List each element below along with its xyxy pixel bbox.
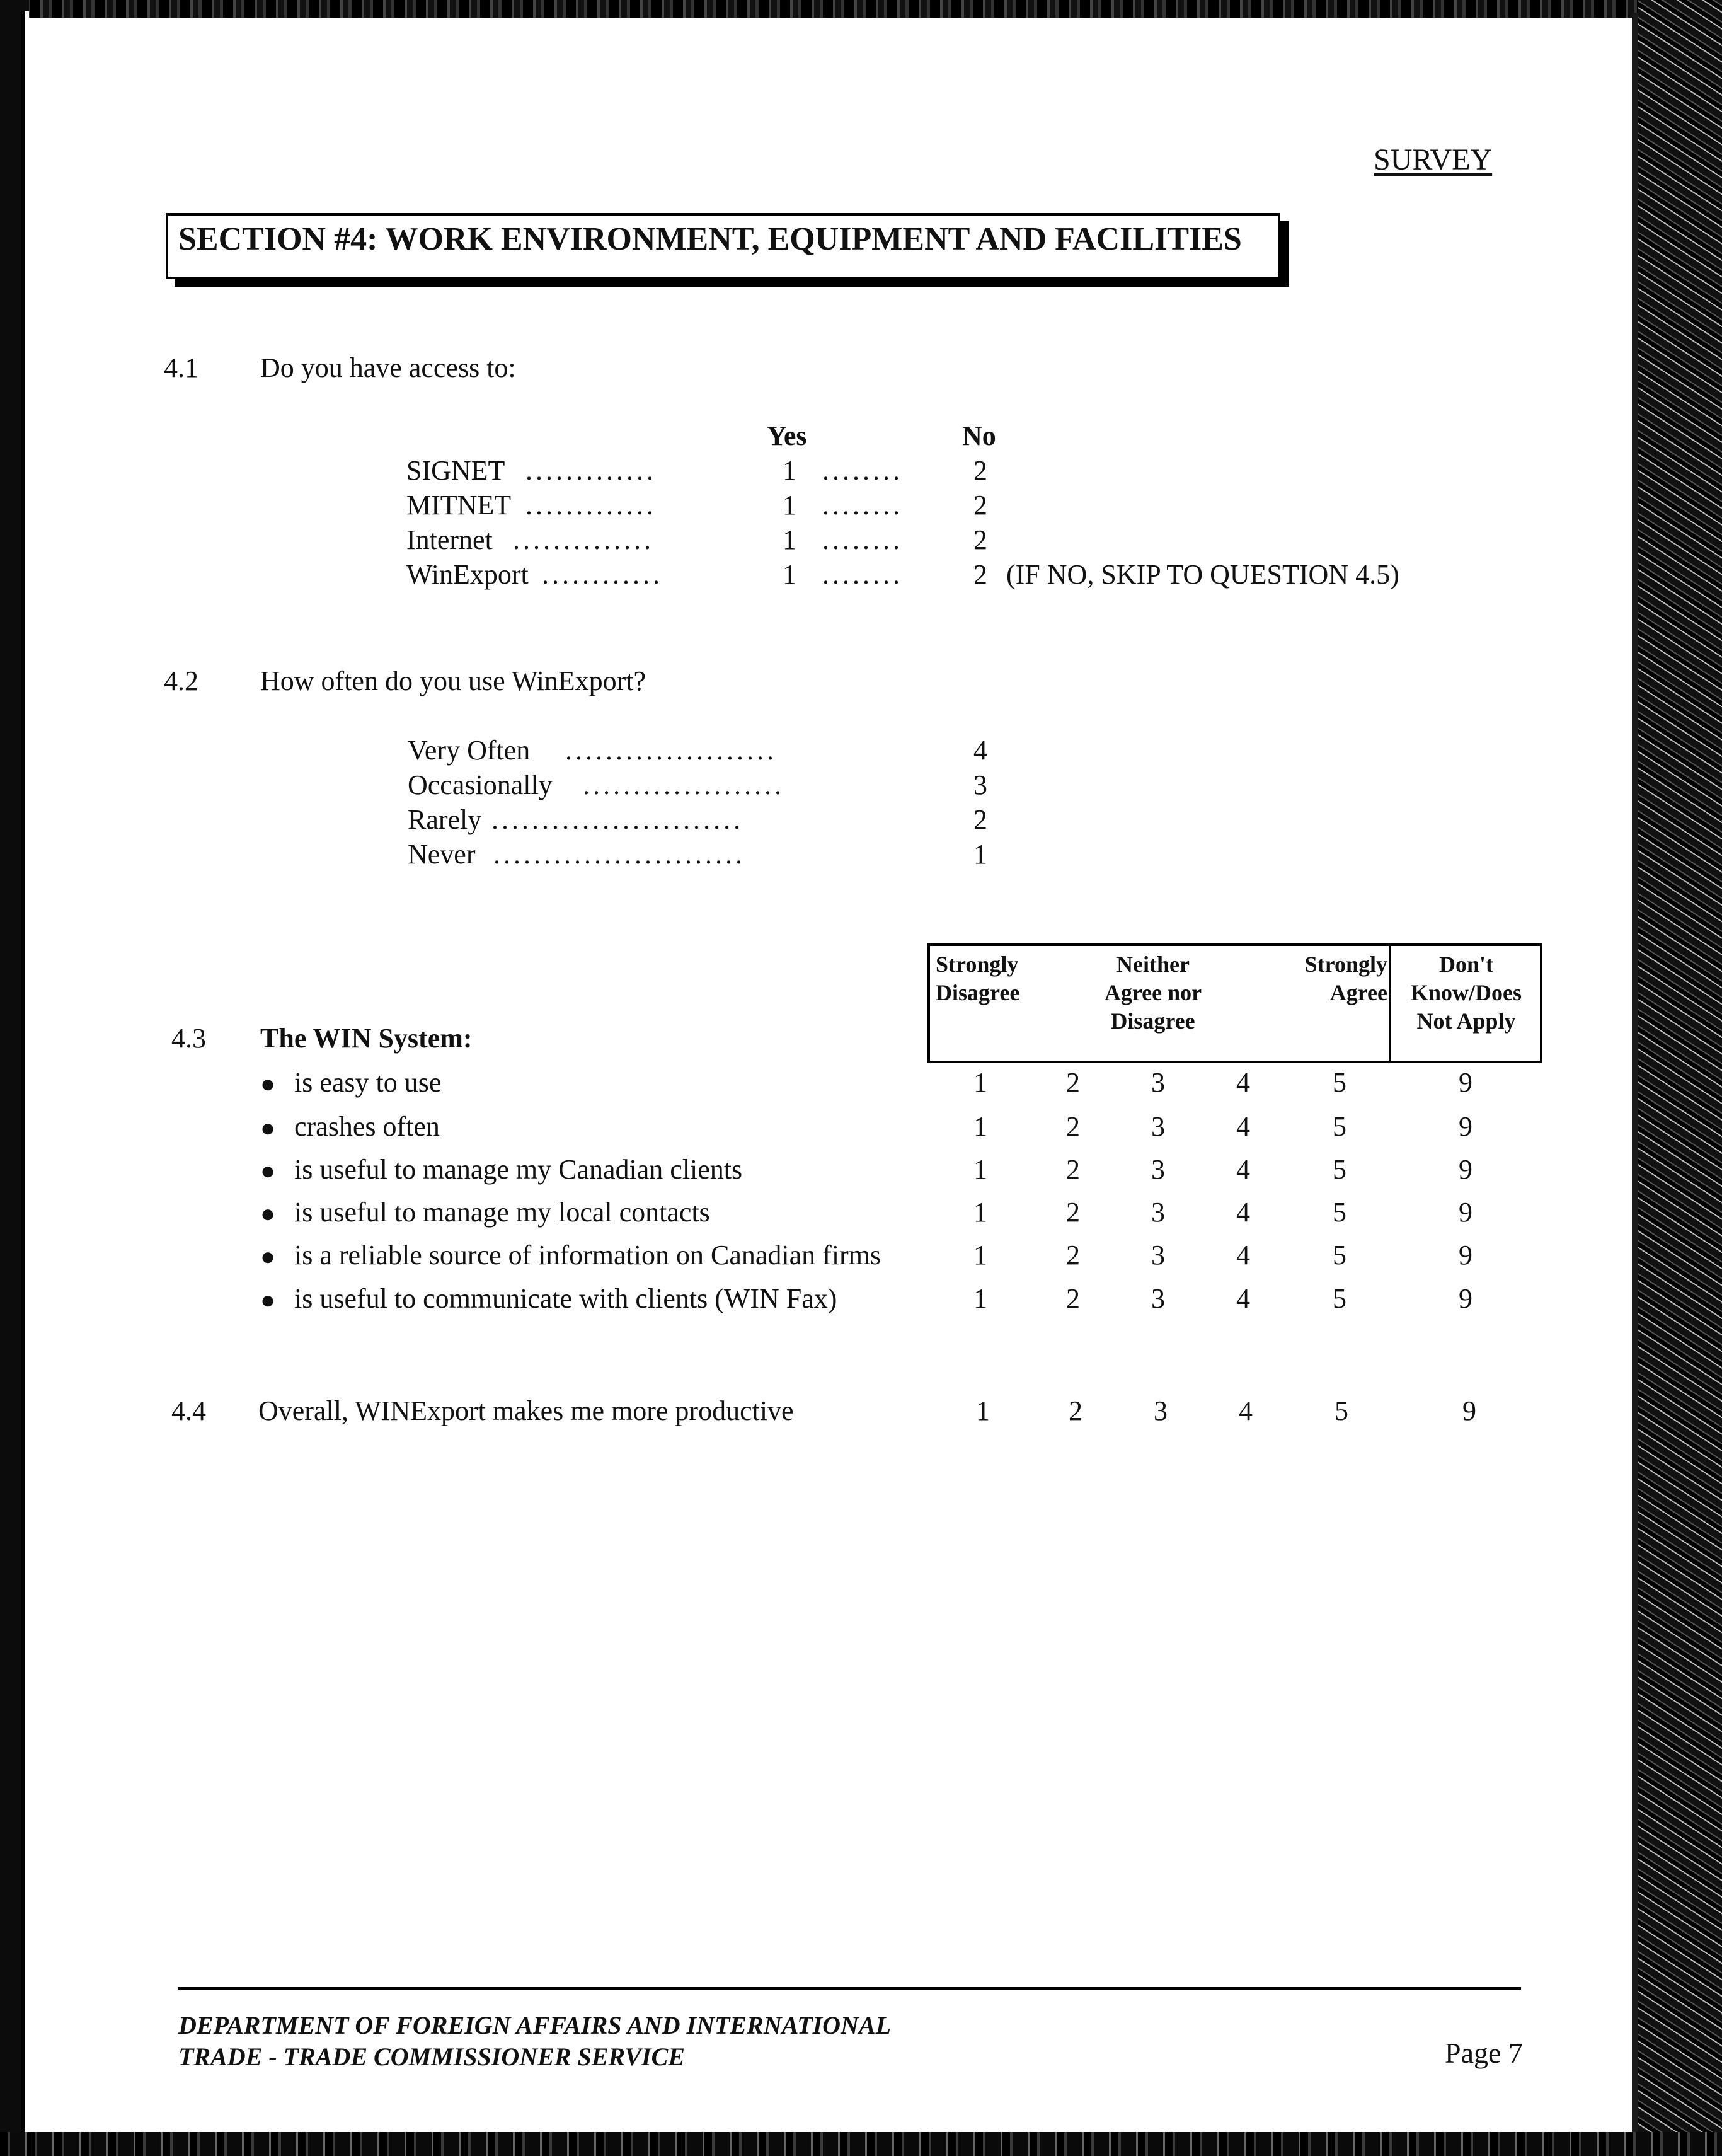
scan-border-right: [1638, 0, 1722, 2156]
q43-item: is easy to use: [294, 1067, 442, 1098]
scale-strongly-agree: [1279, 950, 1387, 1007]
scale-text-line: Strongly: [936, 952, 1019, 977]
rating-option[interactable]: 5: [1335, 1395, 1348, 1426]
rating-option[interactable]: 3: [1151, 1240, 1165, 1271]
q41-row-yes[interactable]: 1: [783, 559, 796, 590]
bullet-icon: ●: [260, 1286, 276, 1314]
scale-neither: [1090, 950, 1216, 1035]
leader-dots: ........: [822, 559, 903, 590]
rating-option[interactable]: 5: [1333, 1067, 1346, 1098]
q42-number: 4.2: [164, 666, 198, 696]
rating-option[interactable]: 5: [1333, 1240, 1346, 1271]
rating-option[interactable]: 9: [1462, 1395, 1476, 1426]
q42-row-value[interactable]: 3: [973, 770, 987, 800]
rating-option[interactable]: 3: [1151, 1067, 1165, 1098]
bullet-icon: ●: [260, 1114, 276, 1142]
rating-option[interactable]: 5: [1333, 1111, 1346, 1142]
rating-option[interactable]: 4: [1236, 1197, 1250, 1228]
q42-row-label: Never: [408, 839, 476, 870]
scale-text-line: Agree nor: [1104, 980, 1202, 1005]
q44-text: Overall, WINExport makes me more productive: [258, 1395, 794, 1426]
q42-row-label: Very Often: [408, 735, 531, 766]
leader-dots: ........: [822, 455, 903, 486]
rating-option[interactable]: 5: [1333, 1154, 1346, 1185]
rating-option[interactable]: 2: [1066, 1240, 1080, 1271]
rating-option[interactable]: 4: [1236, 1283, 1250, 1314]
q43-number: 4.3: [171, 1023, 206, 1054]
rating-option[interactable]: 3: [1151, 1197, 1165, 1228]
rating-option[interactable]: 2: [1066, 1283, 1080, 1314]
section-title: SECTION #4: WORK ENVIRONMENT, EQUIPMENT AND FACILITIES: [178, 221, 1242, 257]
q43-item: crashes often: [294, 1111, 440, 1142]
q41-yes-header: Yes: [767, 420, 807, 451]
leader-dots: ..............: [513, 524, 654, 555]
rating-option[interactable]: 9: [1459, 1067, 1472, 1098]
leader-dots: ........: [822, 490, 903, 521]
scale-text-line: Neither: [1116, 952, 1190, 977]
q42-row-label: Occasionally: [408, 770, 553, 800]
footer-rule: [178, 1987, 1521, 1990]
q41-row-no[interactable]: 2: [973, 490, 987, 521]
rating-option[interactable]: 1: [973, 1067, 987, 1098]
q41-row-label: WinExport: [406, 559, 529, 590]
rating-option[interactable]: 9: [1459, 1154, 1472, 1185]
scan-border-top: [0, 0, 1722, 18]
q41-number: 4.1: [164, 352, 198, 383]
bullet-icon: ●: [260, 1069, 276, 1098]
rating-option[interactable]: 3: [1151, 1283, 1165, 1314]
footer-department-line2: TRADE - TRADE COMMISSIONER SERVICE: [178, 2043, 685, 2071]
q43-text: The WIN System:: [260, 1023, 473, 1054]
rating-option[interactable]: 2: [1066, 1197, 1080, 1228]
scale-text-line: Strongly: [1304, 952, 1387, 977]
rating-option[interactable]: 4: [1236, 1111, 1250, 1142]
bullet-icon: ●: [260, 1156, 276, 1185]
q44-number: 4.4: [171, 1395, 206, 1426]
rating-option[interactable]: 9: [1459, 1240, 1472, 1271]
page-number: Page 7: [1445, 2037, 1523, 2069]
q41-no-header: No: [962, 420, 996, 451]
q43-item: is useful to communicate with clients (WIN Fax): [294, 1283, 837, 1314]
q43-item: is useful to manage my local contacts: [294, 1197, 710, 1228]
leader-dots: ............: [542, 559, 663, 590]
rating-option[interactable]: 5: [1333, 1283, 1346, 1314]
scale-text-line: Disagree: [1111, 1008, 1195, 1034]
q41-row-no[interactable]: 2: [973, 524, 987, 555]
scale-strongly-disagree: [936, 950, 1019, 1007]
bullet-icon: ●: [260, 1242, 276, 1271]
leader-dots: ........: [822, 524, 903, 555]
leader-dots: .............: [525, 490, 657, 521]
scale-dont-know: [1392, 950, 1540, 1035]
scale-text-line: Agree: [1329, 980, 1387, 1005]
rating-option[interactable]: 2: [1069, 1395, 1082, 1426]
rating-option[interactable]: 3: [1154, 1395, 1168, 1426]
rating-option[interactable]: 9: [1459, 1111, 1472, 1142]
scan-border-bottom: [0, 2132, 1722, 2156]
q41-row-yes[interactable]: 1: [783, 490, 796, 521]
q41-row-label: MITNET: [406, 490, 512, 521]
q41-skip-note: (IF NO, SKIP TO QUESTION 4.5): [1006, 559, 1399, 590]
scale-text-line: Disagree: [936, 980, 1020, 1005]
q41-row-no[interactable]: 2: [973, 559, 987, 590]
rating-option[interactable]: 4: [1239, 1395, 1253, 1426]
q43-item: is a reliable source of information on Canadian firms: [294, 1240, 881, 1271]
rating-option[interactable]: 4: [1236, 1067, 1250, 1098]
rating-option[interactable]: 4: [1236, 1154, 1250, 1185]
bullet-icon: ●: [260, 1199, 276, 1228]
rating-option[interactable]: 1: [976, 1395, 990, 1426]
rating-option[interactable]: 1: [973, 1240, 987, 1271]
q42-text: How often do you use WinExport?: [260, 666, 646, 696]
rating-option[interactable]: 4: [1236, 1240, 1250, 1271]
leader-dots: .............: [525, 455, 657, 486]
rating-option[interactable]: 3: [1151, 1111, 1165, 1142]
scan-border-left-inner: [21, 11, 29, 2148]
scale-text-line: Don't: [1438, 952, 1493, 977]
q42-row-value[interactable]: 2: [973, 804, 987, 835]
q42-row-label: Rarely: [408, 804, 482, 835]
rating-option[interactable]: 2: [1066, 1111, 1080, 1142]
q41-row-label: SIGNET: [406, 455, 505, 486]
rating-option[interactable]: 2: [1066, 1154, 1080, 1185]
rating-option[interactable]: 9: [1459, 1197, 1472, 1228]
rating-option[interactable]: 1: [973, 1197, 987, 1228]
rating-option[interactable]: 2: [1066, 1067, 1080, 1098]
rating-option[interactable]: 9: [1459, 1283, 1472, 1314]
leader-dots: .........................: [491, 804, 743, 835]
rating-option[interactable]: 3: [1151, 1154, 1165, 1185]
q41-row-yes[interactable]: 1: [783, 455, 796, 486]
q41-row-yes[interactable]: 1: [783, 524, 796, 555]
survey-label: SURVEY: [1374, 143, 1493, 176]
rating-option[interactable]: 5: [1333, 1197, 1346, 1228]
rating-option[interactable]: 1: [973, 1283, 987, 1314]
scale-text-line: Know/Does: [1410, 980, 1522, 1005]
q41-text: Do you have access to:: [260, 352, 516, 383]
scale-header-divider: [1389, 943, 1391, 1063]
q41-row-no[interactable]: 2: [973, 455, 987, 486]
footer-department-line1: DEPARTMENT OF FOREIGN AFFAIRS AND INTERNATIONAL: [178, 2011, 892, 2039]
leader-dots: .........................: [493, 839, 745, 870]
rating-option[interactable]: 1: [973, 1111, 987, 1142]
q43-item: is useful to manage my Canadian clients: [294, 1154, 743, 1185]
q42-row-value[interactable]: 1: [973, 839, 987, 870]
scale-text-line: Not Apply: [1416, 1008, 1516, 1034]
leader-dots: ....................: [583, 770, 784, 800]
leader-dots: .....................: [565, 735, 777, 766]
q42-row-value[interactable]: 4: [973, 735, 987, 766]
q41-row-label: Internet: [406, 524, 493, 555]
rating-option[interactable]: 1: [973, 1154, 987, 1185]
